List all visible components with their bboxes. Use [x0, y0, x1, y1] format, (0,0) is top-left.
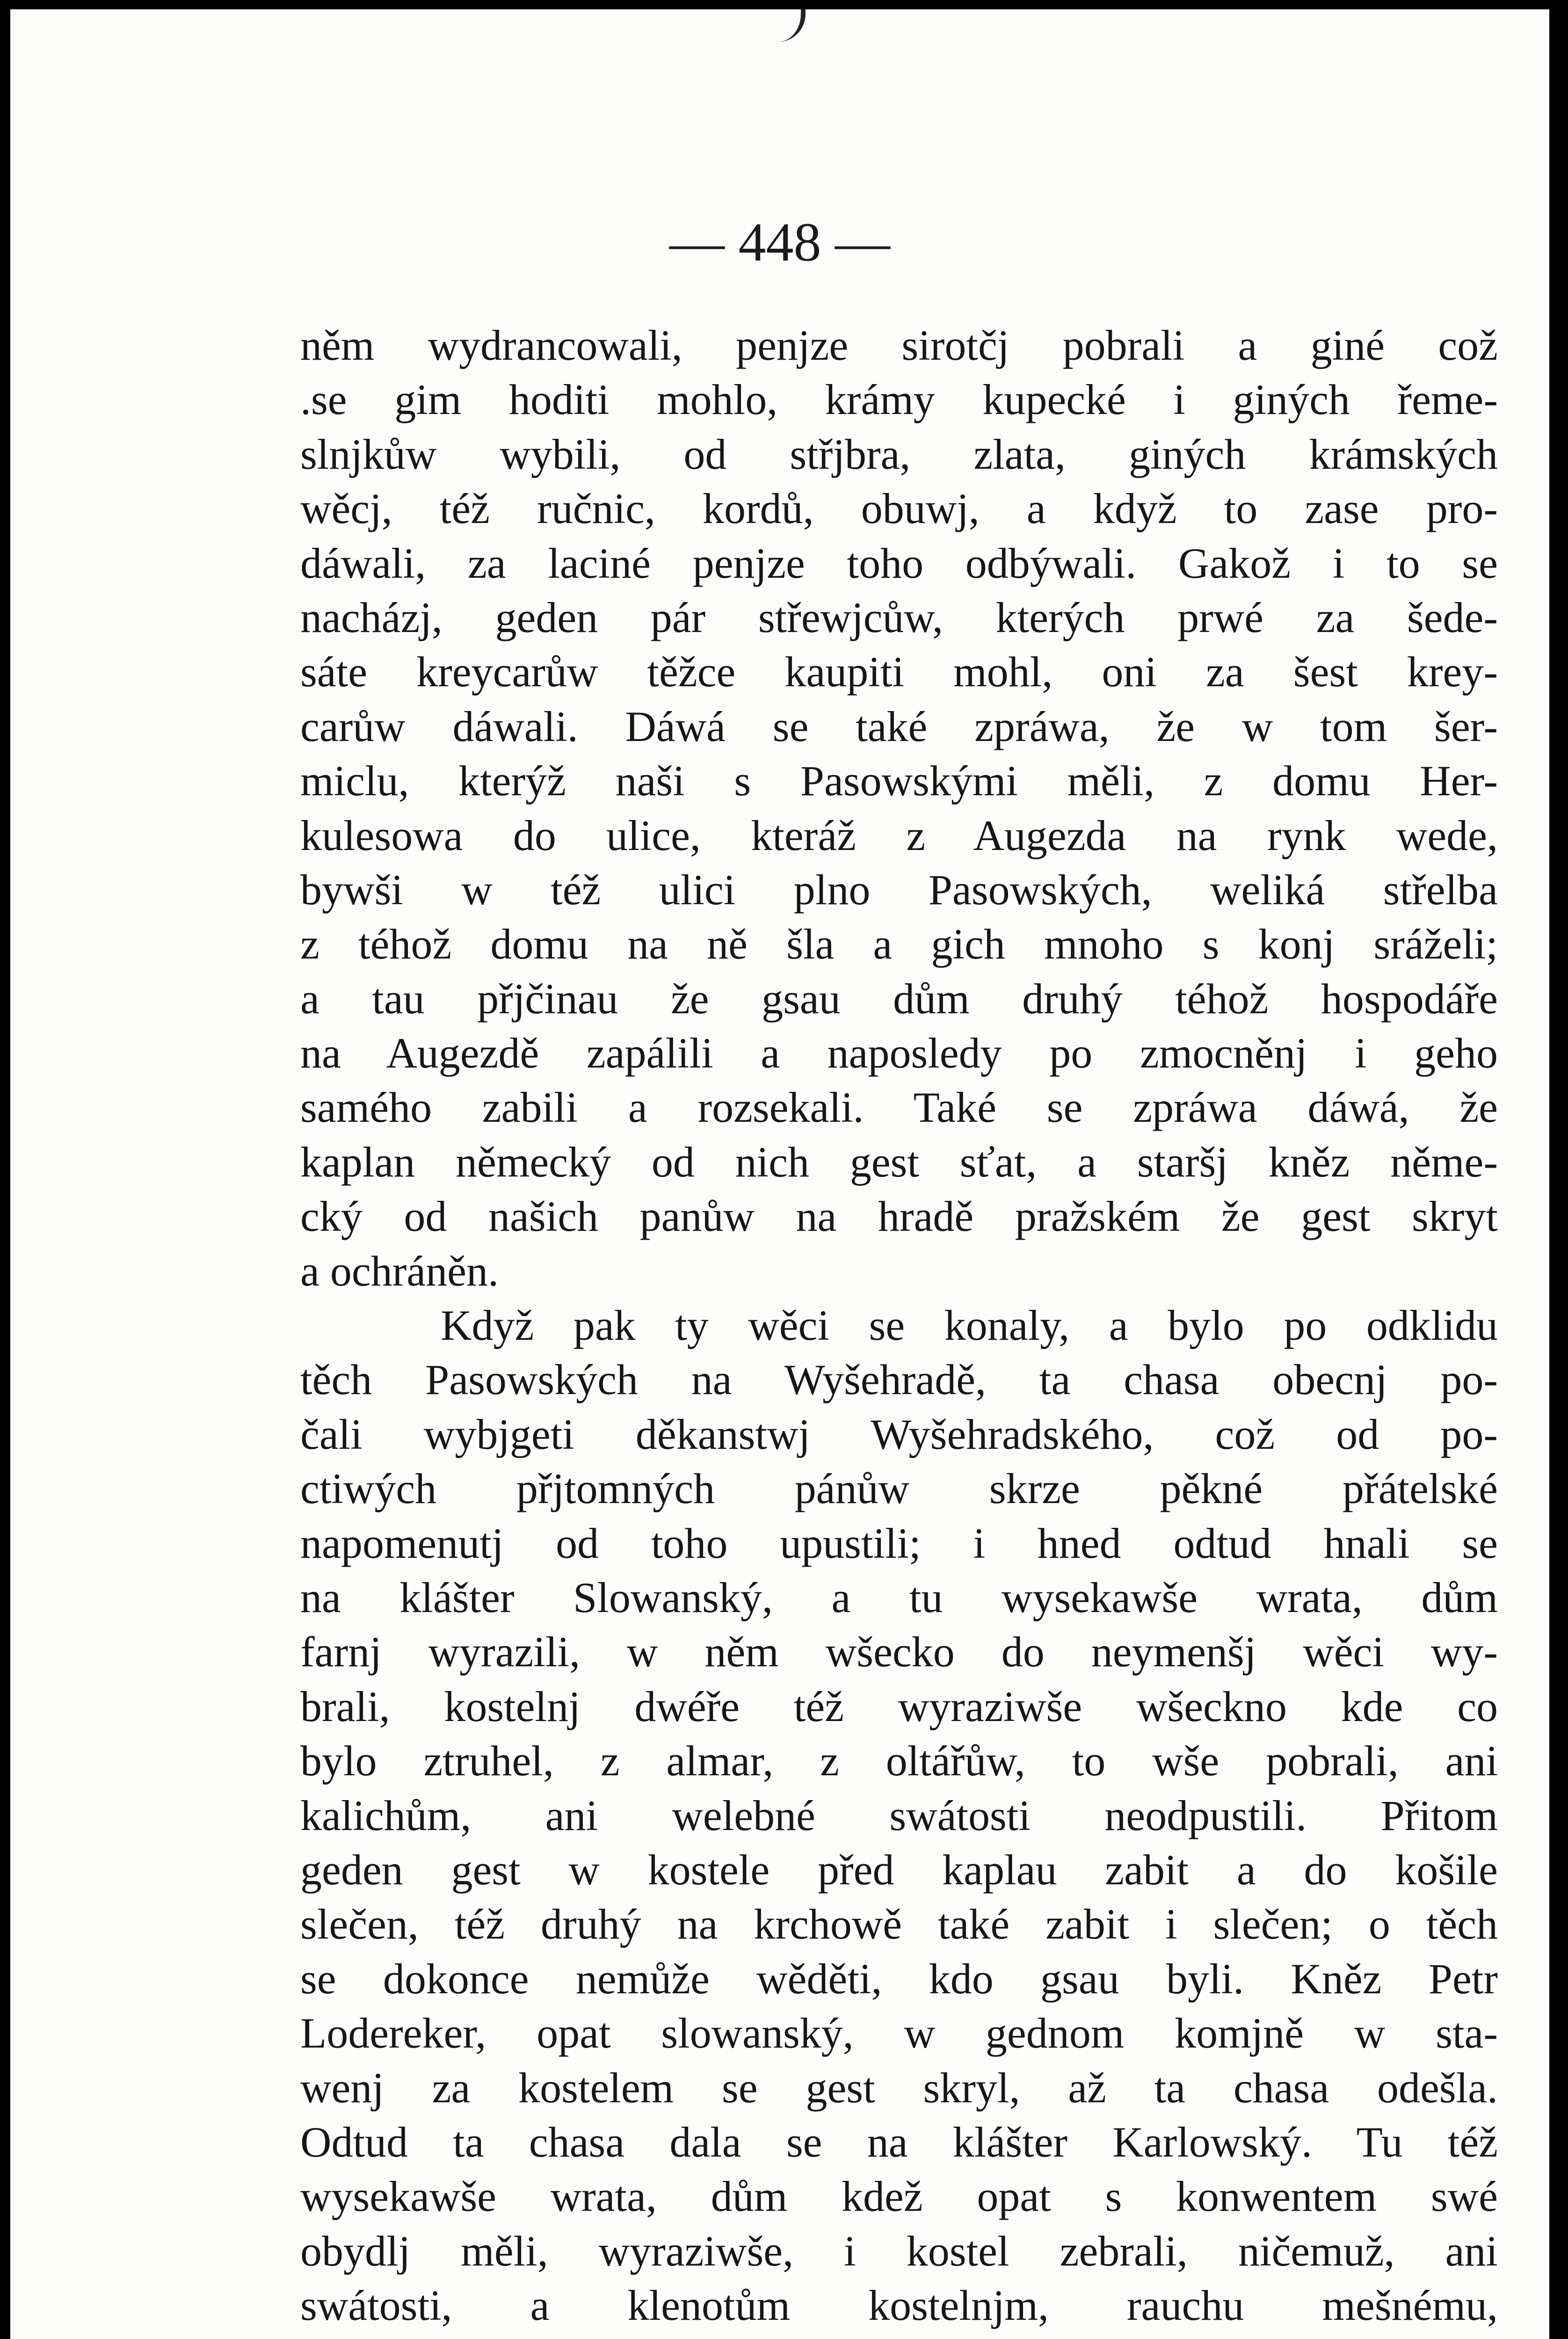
page-number: — 448 —	[669, 211, 890, 273]
text-line: wenj za kostelem se gest skryl, až ta chasa odešla.	[300, 2063, 1498, 2112]
text-line: cký od našich panůw na hradě pražském že gest skryt	[300, 1192, 1498, 1241]
text-line: farnj wyrazili, w něm wšecko do neymenšj wěci wy-	[300, 1628, 1498, 1676]
text-line: ctiwých přjtomných pánůw skrze pěkné přátelské	[300, 1465, 1498, 1513]
text-line: něm wydrancowali, penjze sirotčj pobrali a giné což	[300, 321, 1498, 369]
text-line: .se gim hoditi mohlo, krámy kupecké i giných řeme-	[300, 376, 1498, 424]
text-line: wysekawše wrata, dům kdež opat s konwentem swé	[300, 2172, 1498, 2221]
text-line: slnjkůw wybili, od střjbra, zlata, giných krámských	[300, 430, 1498, 478]
text-line: z téhož domu na ně šla a gich mnoho s konj sráželi;	[300, 920, 1498, 968]
text-line: napomenutj od toho upustili; i hned odtud hnali se	[300, 1519, 1498, 1567]
text-line: geden gest w kostele před kaplau zabit a do košile	[300, 1845, 1498, 1894]
text-line: na Augezdě zapálili a naposledy po zmocněnj i geho	[300, 1029, 1498, 1077]
text-line: Lodereker, opat slowanský, w gednom komjně w sta-	[300, 2009, 1498, 2057]
text-line: sáte kreycarůw těžce kaupiti mohl, oni za šest krey-	[300, 648, 1498, 696]
text-line: na klášter Slowanský, a tu wysekawše wrata, dům	[300, 1573, 1498, 1621]
book-page	[10, 9, 1549, 2339]
text-line: Odtud ta chasa dala se na klášter Karlowský. Tu též	[300, 2118, 1498, 2166]
text-line: bylo ztruhel, z almar, z oltářůw, to wše pobrali, ani	[300, 1737, 1498, 1785]
text-line: carůw dáwali. Dáwá se také zpráwa, že w tom šer-	[300, 702, 1498, 750]
body-text	[300, 318, 1498, 2332]
paragraph-first-line: Když pak ty wěci se konaly, a bylo po odklidu	[441, 1301, 1498, 1350]
text-line: čali wybjgeti děkanstwj Wyšehradského, což od po-	[300, 1410, 1498, 1458]
text-line: kulesowa do ulice, kteráž z Augezda na rynk wede,	[300, 811, 1498, 859]
text-line: miclu, kterýž naši s Pasowskými měli, z domu Her-	[300, 757, 1498, 805]
text-line: swátosti, a klenotům kostelnjm, rauchu mešnému,	[300, 2281, 1498, 2330]
text-line: slečen, též druhý na krchowě také zabit i slečen; o těch	[300, 1900, 1498, 1948]
text-line: kalichům, ani welebné swátosti neodpustili. Přitom	[300, 1791, 1498, 1839]
text-line: brali, kostelnj dwéře též wyraziwše wšeckno kde co	[300, 1682, 1498, 1730]
text-line: kaplan německý od nich gest sťat, a staršj kněz něme-	[300, 1138, 1498, 1186]
page-crease	[740, 9, 806, 42]
text-line: bywši w též ulici plno Pasowských, weliká střelba	[300, 865, 1498, 914]
text-line: obydlj měli, wyraziwše, i kostel zebrali, ničemuž, ani	[300, 2227, 1498, 2275]
text-line: nacházj, geden pár střewjcůw, kterých prwé za šede-	[300, 593, 1498, 641]
text-line: wěcj, též ručnic, kordů, obuwj, a když to zase pro-	[300, 485, 1498, 533]
text-line: se dokonce nemůže wěděti, kdo gsau byli. Kněz Petr	[300, 1954, 1498, 2003]
text-line: a tau přjčinau že gsau dům druhý téhož hospodáře	[300, 974, 1498, 1023]
text-line: a ochráněn.	[300, 1247, 499, 1295]
text-line: samého zabili a rozsekali. Také se zpráwa dáwá, že	[300, 1083, 1498, 1132]
text-line: dáwali, za laciné penjze toho odbýwali. Gakož i to se	[300, 539, 1498, 587]
text-line: těch Pasowských na Wyšehradě, ta chasa obecnj po-	[300, 1356, 1498, 1404]
